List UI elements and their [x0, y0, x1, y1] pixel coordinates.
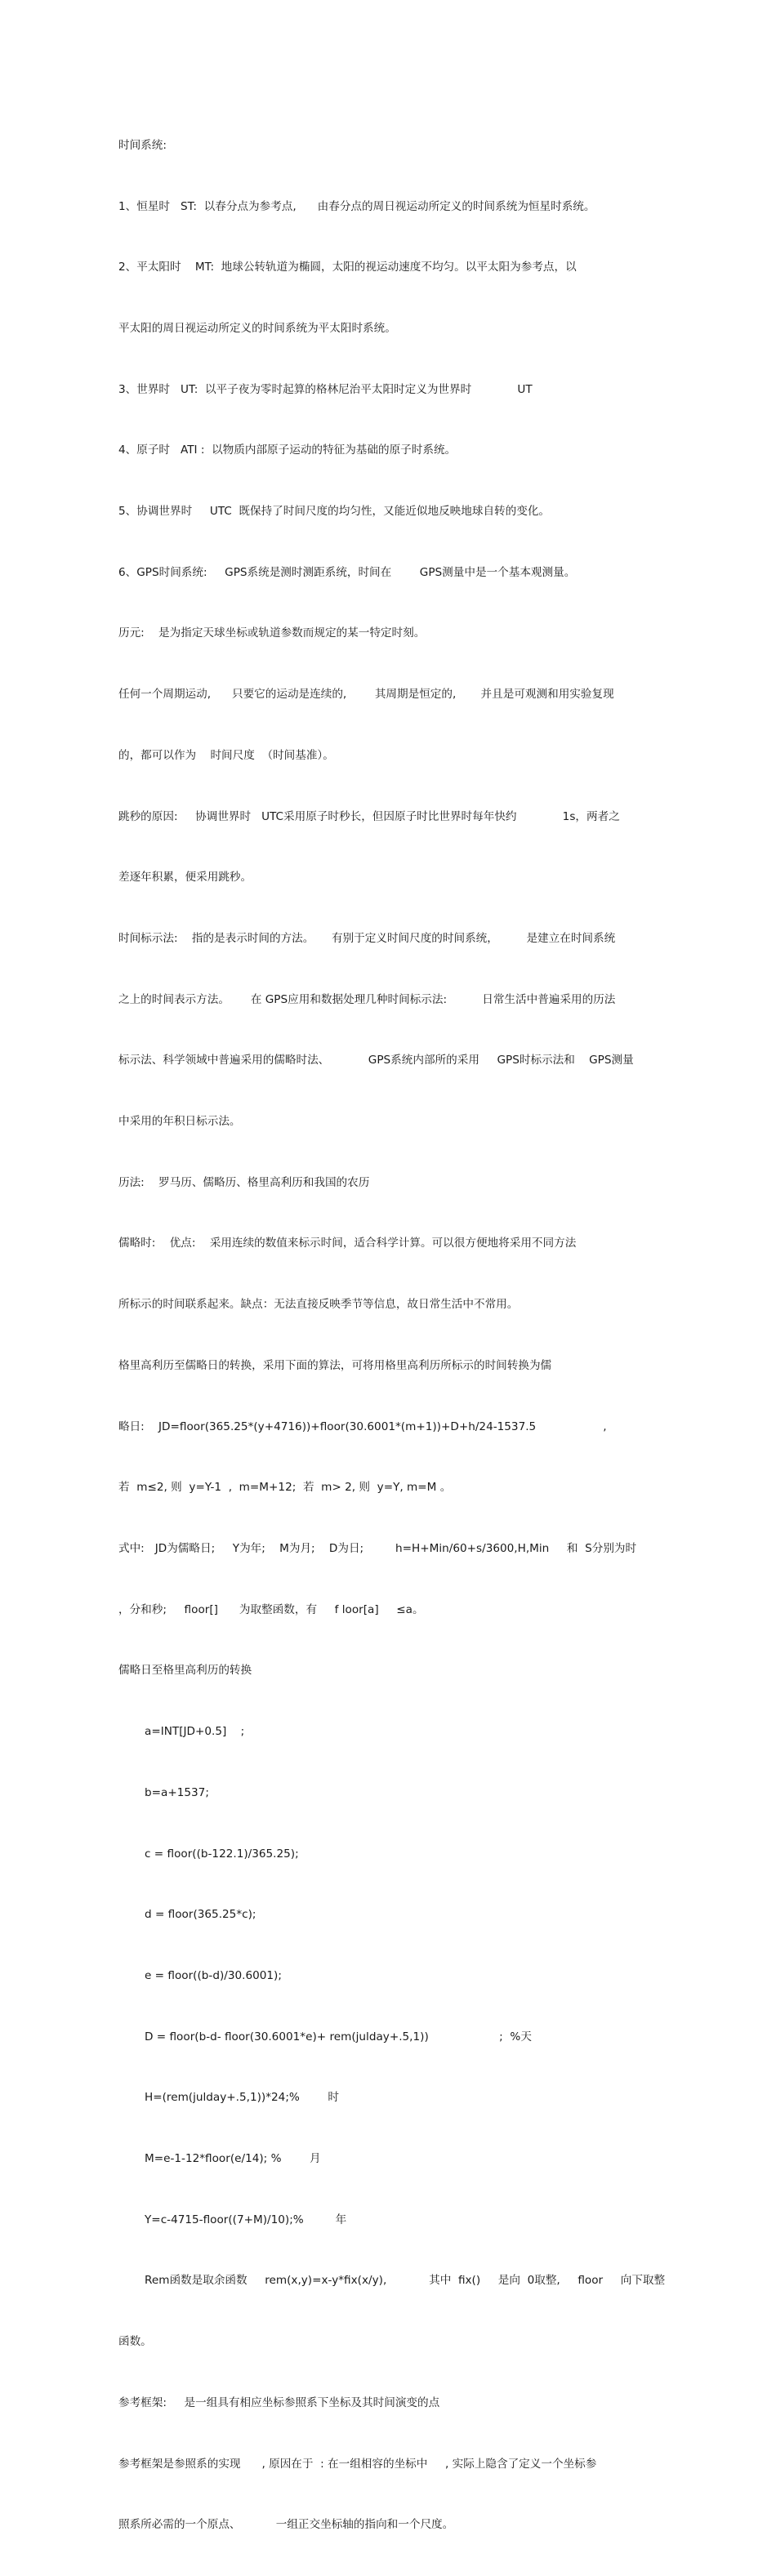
code-line: b=a+1537; — [145, 1785, 209, 1799]
paragraph-line: 5、协调世界时 UTC 既保持了时间尺度的均匀性，又能近似地反映地球自转的变化。 — [118, 505, 551, 519]
formula-line: 略日: JD=floor(365.25*(y+4716))+floor(30.6001*(m+1))+D+h/24-1537.5 , — [118, 1419, 607, 1433]
paragraph-line: 格里高利历至儒略日的转换，采用下面的算法，可将用格里高利历所标示的时间转换为儒 — [118, 1358, 552, 1372]
section-heading: 儒略日至格里高利历的转换 — [118, 1664, 252, 1678]
paragraph-line: 式中: JD为儒略日; Y为年; M为月; D为日; h=H+Min/60+s/3600,H,Min 和 S分别为时 — [118, 1541, 637, 1555]
code-line: H=(rem(julday+.5,1))*24;% 时 — [145, 2091, 339, 2105]
code-line: D = floor(b-d- floor(30.6001*e)+ rem(julday+.5,1)) ; %天 — [145, 2030, 532, 2043]
heading-time-system: 时间系统: — [118, 138, 167, 152]
paragraph-line: 时间标示法: 指的是表示时间的方法。 有别于定义时间尺度的时间系统， 是建立在时间系统 — [118, 931, 616, 945]
paragraph-line: 任何一个周期运动, 只要它的运动是连续的, 其周期是恒定的, 并且是可观测和用实验复现 — [118, 688, 614, 702]
paragraph-line: 标示法、科学领域中普遍采用的儒略时法、 GPS系统内部所的采用 GPS时标示法和 GPS测量 — [118, 1054, 634, 1067]
paragraph-line: 3、世界时 UT: 以平子夜为零时起算的格林尼治平太阳时定义为世界时 UT — [118, 382, 533, 396]
paragraph-line: 参考框架: 是一组具有相应坐标参照系下坐标及其时间演变的点 — [118, 2396, 440, 2409]
paragraph-line: 2、平太阳时 MT: 地球公转轨道为椭圆，太阳的视运动速度不均匀。以平太阳为参考点，以 — [118, 261, 577, 274]
paragraph-line: 照系所必需的一个原点、 一组正交坐标轴的指向和一个尺度。 — [118, 2518, 454, 2532]
paragraph-line: ，分和秒; floor[] 为取整函数，有 f loor[a] ≤a。 — [118, 1602, 424, 1616]
code-line: M=e-1-12*floor(e/14); % 月 — [145, 2152, 321, 2166]
paragraph-line: 的，都可以作为 时间尺度 （时间基准）。 — [118, 748, 334, 762]
document-body — [118, 95, 666, 2576]
paragraph-line: 平太阳的周日视运动所定义的时间系统为平太阳时系统。 — [118, 321, 396, 335]
code-line: Y=c-4715-floor((7+M)/10);% 年 — [145, 2213, 347, 2226]
paragraph-line: 历元: 是为指定天球坐标或轨道参数而规定的某一特定时刻。 — [118, 626, 426, 640]
paragraph-line: 1、恒星时 ST: 以春分点为参考点, 由春分点的周日视运动所定义的时间系统为恒星时系统。 — [118, 199, 595, 213]
paragraph-line: Rem函数是取余函数 rem(x,y)=x-y*fix(x/y), 其中 fix() 是向 0取整, floor 向下取整 — [145, 2274, 666, 2288]
code-line: e = floor((b-d)/30.6001); — [145, 1968, 282, 1982]
paragraph-line: 4、原子时 ATI : 以物质内部原子运动的特征为基础的原子时系统。 — [118, 443, 457, 457]
paragraph-line: 所标示的时间联系起来。缺点：无法直接反映季节等信息，故日常生活中不常用。 — [118, 1298, 519, 1312]
paragraph-line: 6、GPS时间系统: GPS系统是测时测距系统，时间在 GPS测量中是一个基本观测量。 — [118, 565, 576, 579]
paragraph-line: 函数。 — [118, 2335, 152, 2349]
code-line: a=INT[JD+0.5] ; — [145, 1725, 245, 1739]
formula-line: 若 m≤2, 则 y=Y-1 , m=M+12; 若 m> 2, 则 y=Y, m=M 。 — [118, 1481, 452, 1495]
paragraph-line: 参考框架是参照系的实现 , 原因在于 : 在一组相容的坐标中 , 实际上隐含了定义一个坐标参 — [118, 2457, 597, 2471]
paragraph-line: 跳秒的原因: 协调世界时 UTC采用原子时秒长，但因原子时比世界时每年快约 1s，两者之 — [118, 809, 620, 823]
code-line: c = floor((b-122.1)/365.25); — [145, 1847, 299, 1861]
paragraph-line: 差逐年积累，便采用跳秒。 — [118, 871, 252, 885]
code-line: d = floor(365.25*c); — [145, 1908, 256, 1922]
paragraph-line: 中采用的年积日标示法。 — [118, 1115, 241, 1129]
paragraph-line: 历法: 罗马历、儒略历、格里高利历和我国的农历 — [118, 1175, 370, 1189]
paragraph-line: 之上的时间表示方法。 在 GPS应用和数据处理几种时间标示法: 日常生活中普遍采用的历法 — [118, 992, 616, 1006]
paragraph-line: 儒略时: 优点: 采用连续的数值来标示时间，适合科学计算。可以很方便地将采用不同方法 — [118, 1237, 577, 1250]
